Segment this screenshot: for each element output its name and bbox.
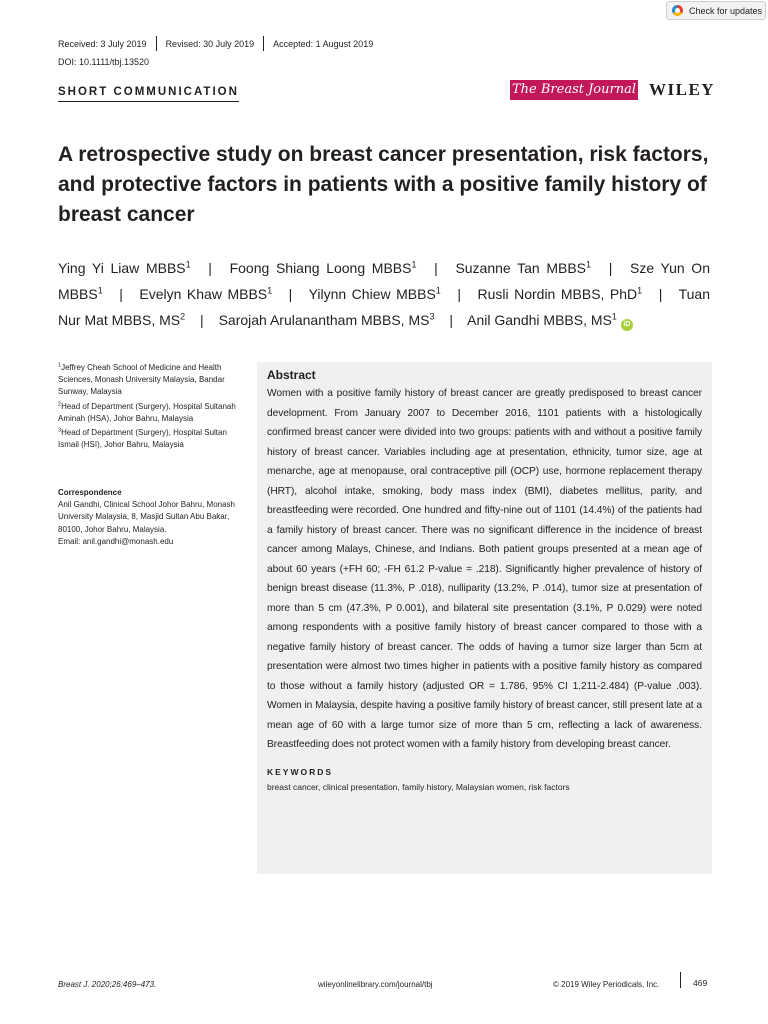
- author-separator: |: [658, 286, 663, 302]
- article-dates: [58, 36, 373, 51]
- publisher-logo: WILEY: [649, 80, 716, 99]
- author-list: [58, 255, 710, 333]
- correspondence: [58, 487, 236, 548]
- author-separator: |: [288, 286, 293, 302]
- author-separator: |: [119, 286, 123, 302]
- correspondence-email: Email: anil.gandhi@monash.edu: [58, 536, 174, 546]
- author-affiliation-mark: 1: [411, 259, 417, 270]
- author-name: Suzanne Tan MBBS$^1$: [455, 259, 592, 276]
- date-divider: [263, 36, 264, 51]
- crossmark-icon: [672, 5, 683, 16]
- author-name: Sarojah Arulanantham MBBS, $MS^3$: [218, 311, 435, 328]
- orcid-icon[interactable]: iD: [621, 319, 633, 331]
- correspondence-address: Anil Gandhi, Clinical School Johor Bahru, Monash University Malaysia, 8, Masjid Sultan Abu Bakar, 80100, Johor Bahru, Malaysia.: [58, 500, 235, 534]
- received-date: Received: 3 July 2019: [58, 38, 147, 49]
- author-affiliation-mark: 1: [435, 285, 441, 296]
- author-separator: |: [208, 260, 212, 276]
- page-number: 469: [693, 978, 708, 988]
- section-label: SHORT COMMUNICATION: [58, 86, 239, 102]
- journal-logo: The Breast Journal: [510, 80, 638, 100]
- affiliations: [58, 362, 236, 453]
- abstract-heading: Abstract: [267, 368, 316, 382]
- affiliation-item: $^3$Head of Department (Surgery), Hospital Sultan Ismail (HSI), Johor Bahru, Malaysia: [58, 427, 227, 450]
- affiliation-item: $^2$Head of Department (Surgery), Hospital Sultanah Aminah (HSA), Johor Bahru, Malaysia: [58, 400, 236, 423]
- author-name: Sze Yun On MBBS$^1$: [58, 260, 710, 302]
- abstract-text: Women with a positive family history of breast cancer are greatly predisposed to breast cancer development. From January 2007 to December 2016, 1101 patients with a histologically confirmed breast cancer were divided into two groups: patients with and without a positive family history of breast cancer. Variables including age at presentation, ethnicity, tumor size, age at menarche, age at menopause, oral contraceptive pill (OCP) use, hormone replacement therapy (HRT), alcohol intake, smoking, body mass index (BMI), diabetes mellitus, parity, and breastfeeding were recorded. One hundred and fifty-nine out of 1101 (14.4%) of the patients had a family history of breast cancer. There was no significant difference in the incidence of breast cancer among Malays, Chinese, and Indians. Both patient groups presented at a mean age of about 60 years (+FH 60; -FH 61.2 P-value = .218). Significantly higher prevalence of history of benign breast disease (11.3%, P .018), nulliparity (13.2%, P .014), tumor size at presentation of more than 5 cm (47.3%, P 0.001), and bilateral site presentation (3.1%, P 0.029) were noted among respondents with a positive family history of breast cancer compared to those with a negative family history of breast cancer. The odds of having a tumor size larger than 5cm at presentation were almost two times higher in patients with a positive family history as compared to those without a family history (adjusted OR = 1.786, 95% CI 1.211-2.484) (P-value .003). Women in Malaysia, despite having a positive family history of breast cancer, still present late at a mean age of 60 with a large tumor size of more than 5 cm, reflecting a lack of awareness. Breastfeeding does not protect women with a family history from developing breast cancer.: [267, 388, 702, 750]
- doi: DOI: 10.1111/tbj.13520: [58, 57, 150, 67]
- affiliation-item: $^1$Jeffrey Cheah School of Medicine and Health Sciences, Monash University Malaysia, Bandar Sunway, Malaysia: [58, 362, 225, 397]
- footer-divider: [680, 972, 681, 988]
- date-divider: [156, 36, 157, 51]
- author-affiliation-mark: 1: [267, 285, 273, 296]
- author-separator: |: [200, 312, 204, 328]
- author-name: Rusli Nordin MBBS, PhD$^1$: [477, 285, 643, 302]
- keywords-heading: KEYWORDS: [267, 766, 334, 777]
- author-name: Anil Gandhi MBBS, $MS^1$: [467, 311, 617, 328]
- footer-citation: Breast J. 2020;26:469–473.: [58, 980, 157, 989]
- author-affiliation-mark: 2: [180, 311, 186, 322]
- check-for-updates-button[interactable]: [666, 1, 766, 20]
- footer-copyright: © 2019 Wiley Periodicals, Inc.: [553, 980, 660, 989]
- author-separator: |: [449, 312, 454, 328]
- author-name: Yilynn Chiew MBBS$^1$: [308, 285, 441, 302]
- author-affiliation-mark: 1: [185, 259, 191, 270]
- author-affiliation-mark: 1: [637, 285, 643, 296]
- check-for-updates-label: Check for updates: [689, 5, 763, 16]
- author-separator: |: [608, 260, 613, 276]
- author-name: Foong Shiang Loong MBBS$^1$: [229, 259, 417, 276]
- author-name: Ying Yi Liaw MBBS$^1$: [58, 259, 191, 276]
- article-title: A retrospective study on breast cancer presentation, risk factors, and protective factors in patients with a positive family history of breast cancer: [58, 143, 709, 226]
- author-affiliation-mark: 1: [611, 311, 617, 322]
- keywords-text: breast cancer, clinical presentation, family history, Malaysian women, risk factors: [267, 781, 570, 792]
- author-name: Tuan Nur Mat MBBS, $MS^2$: [58, 286, 710, 328]
- correspondence-heading: Correspondence: [58, 488, 122, 497]
- author-affiliation-mark: 1: [97, 285, 103, 296]
- abstract-box: [257, 362, 712, 874]
- author-affiliation-mark: 1: [586, 259, 592, 270]
- author-affiliation-mark: 3: [429, 311, 435, 322]
- author-name: Evelyn Khaw MBBS$^1$: [139, 285, 273, 302]
- author-separator: |: [457, 286, 461, 302]
- footer-url[interactable]: wileyonlinelibrary.com/journal/tbj: [318, 980, 433, 989]
- author-separator: |: [434, 260, 438, 276]
- revised-date: Revised: 30 July 2019: [165, 38, 255, 49]
- accepted-date: Accepted: 1 August 2019: [273, 38, 374, 49]
